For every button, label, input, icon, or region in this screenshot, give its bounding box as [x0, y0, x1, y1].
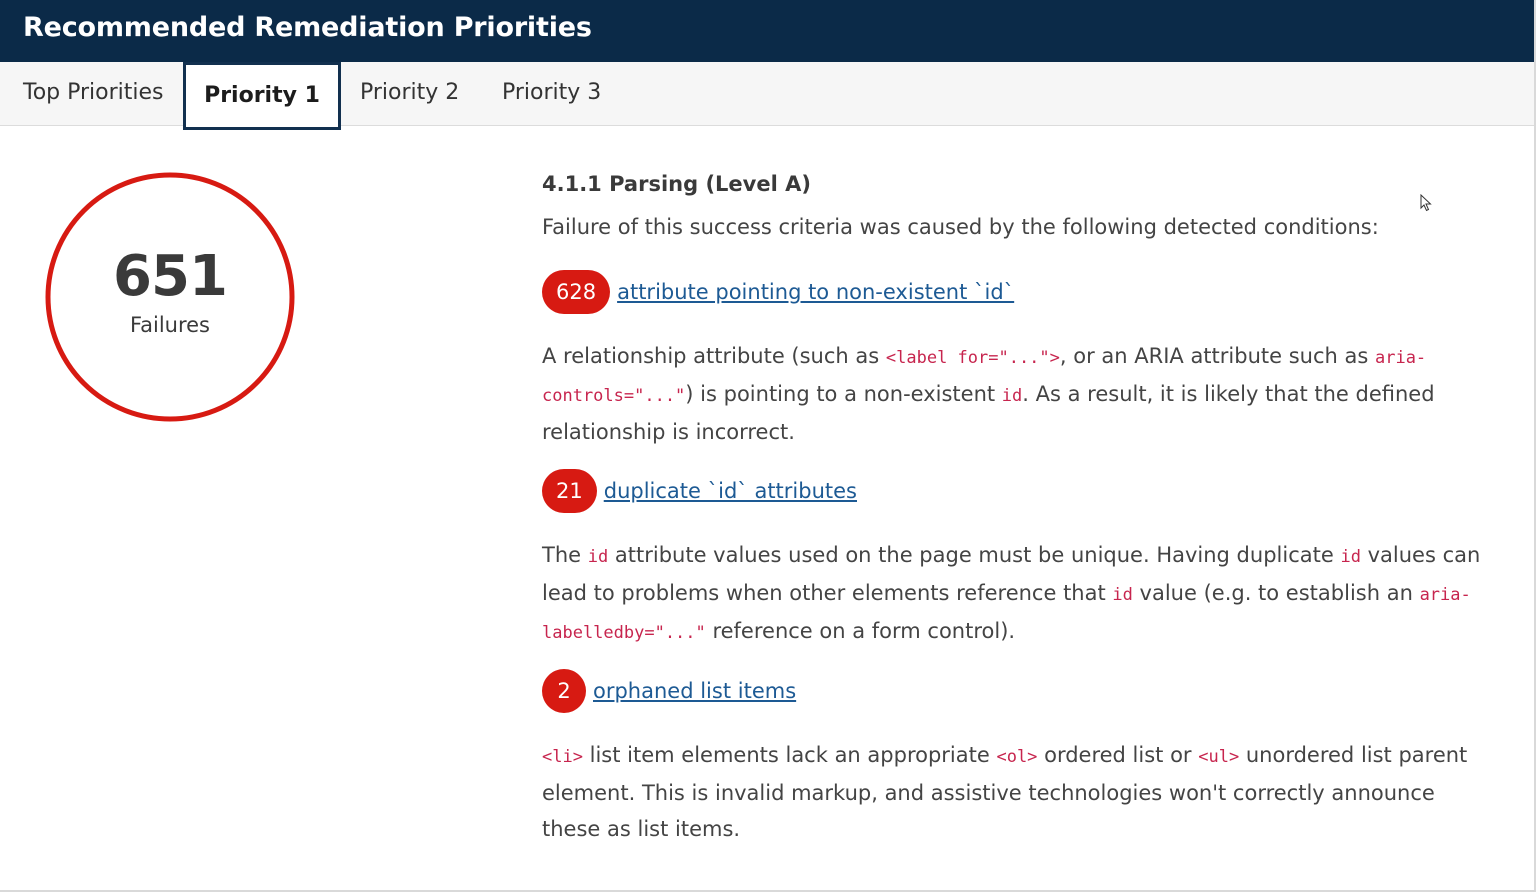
tab-priority-1[interactable]: Priority 1: [183, 62, 341, 130]
code-snippet: id: [1112, 585, 1133, 605]
issue-link[interactable]: duplicate `id` attributes: [603, 479, 857, 503]
panel-title: Recommended Remediation Priorities: [23, 12, 592, 43]
code-snippet: <label for="...">: [885, 348, 1060, 368]
issue-count-badge: 2: [542, 669, 586, 713]
tab-priority-3[interactable]: Priority 3: [502, 80, 602, 105]
issue-row: [542, 469, 857, 513]
issue-description: [542, 537, 1492, 651]
failures-count: 651: [113, 244, 227, 309]
criterion-intro: Failure of this success criteria was caused by the following detected conditions:: [542, 215, 1379, 239]
code-snippet: id: [1001, 386, 1023, 406]
description-text: , or an ARIA attribute such as: [1059, 344, 1375, 368]
tab-priority-2[interactable]: Priority 2: [360, 80, 460, 105]
description-text: unordered list parent element. This is invalid markup, and assistive technologies won't correctly announce these as list items.: [542, 743, 1468, 841]
description-text: list item elements lack an appropriate: [582, 743, 997, 767]
code-snippet: aria-labelledby="...": [542, 585, 1471, 643]
description-text: values can lead to problems when other elements reference that: [542, 543, 1481, 605]
description-text: reference on a form control).: [705, 619, 1016, 643]
code-snippet: <li>: [542, 747, 583, 767]
description-text: value (e.g. to establish an: [1132, 581, 1420, 605]
issue-row: [542, 270, 1014, 314]
issue-row: [542, 669, 796, 713]
issue-link[interactable]: attribute pointing to non-existent `id`: [617, 280, 1015, 304]
tab-top-priorities[interactable]: Top Priorities: [23, 80, 164, 105]
mouse-pointer-icon: [1420, 194, 1432, 212]
issue-description: [542, 737, 1492, 847]
description-text: ordered list or: [1037, 743, 1199, 767]
code-snippet: aria-controls="...": [542, 348, 1427, 406]
description-text: . As a result, it is likely that the defined relationship is incorrect.: [542, 382, 1435, 444]
code-snippet: id: [1340, 547, 1361, 567]
code-snippet: <ul>: [1198, 747, 1240, 767]
issue-link[interactable]: orphaned list items: [593, 679, 797, 703]
description-text: A relationship attribute (such as: [542, 344, 886, 368]
criterion-title: 4.1.1 Parsing (Level A): [542, 172, 811, 196]
panel-header: [0, 0, 1534, 62]
code-snippet: <ol>: [996, 747, 1038, 767]
failures-label: Failures: [129, 313, 211, 337]
code-snippet: id: [587, 547, 609, 567]
description-text: The: [542, 543, 588, 567]
issue-count-badge: 628: [542, 270, 610, 314]
priority-tabs: [0, 62, 1534, 126]
issue-description: [542, 338, 1492, 450]
issue-count-badge: 21: [542, 469, 597, 513]
description-text: attribute values used on the page must be unique. Having duplicate: [608, 543, 1341, 567]
description-text: ) is pointing to a non-existent: [685, 382, 1002, 406]
